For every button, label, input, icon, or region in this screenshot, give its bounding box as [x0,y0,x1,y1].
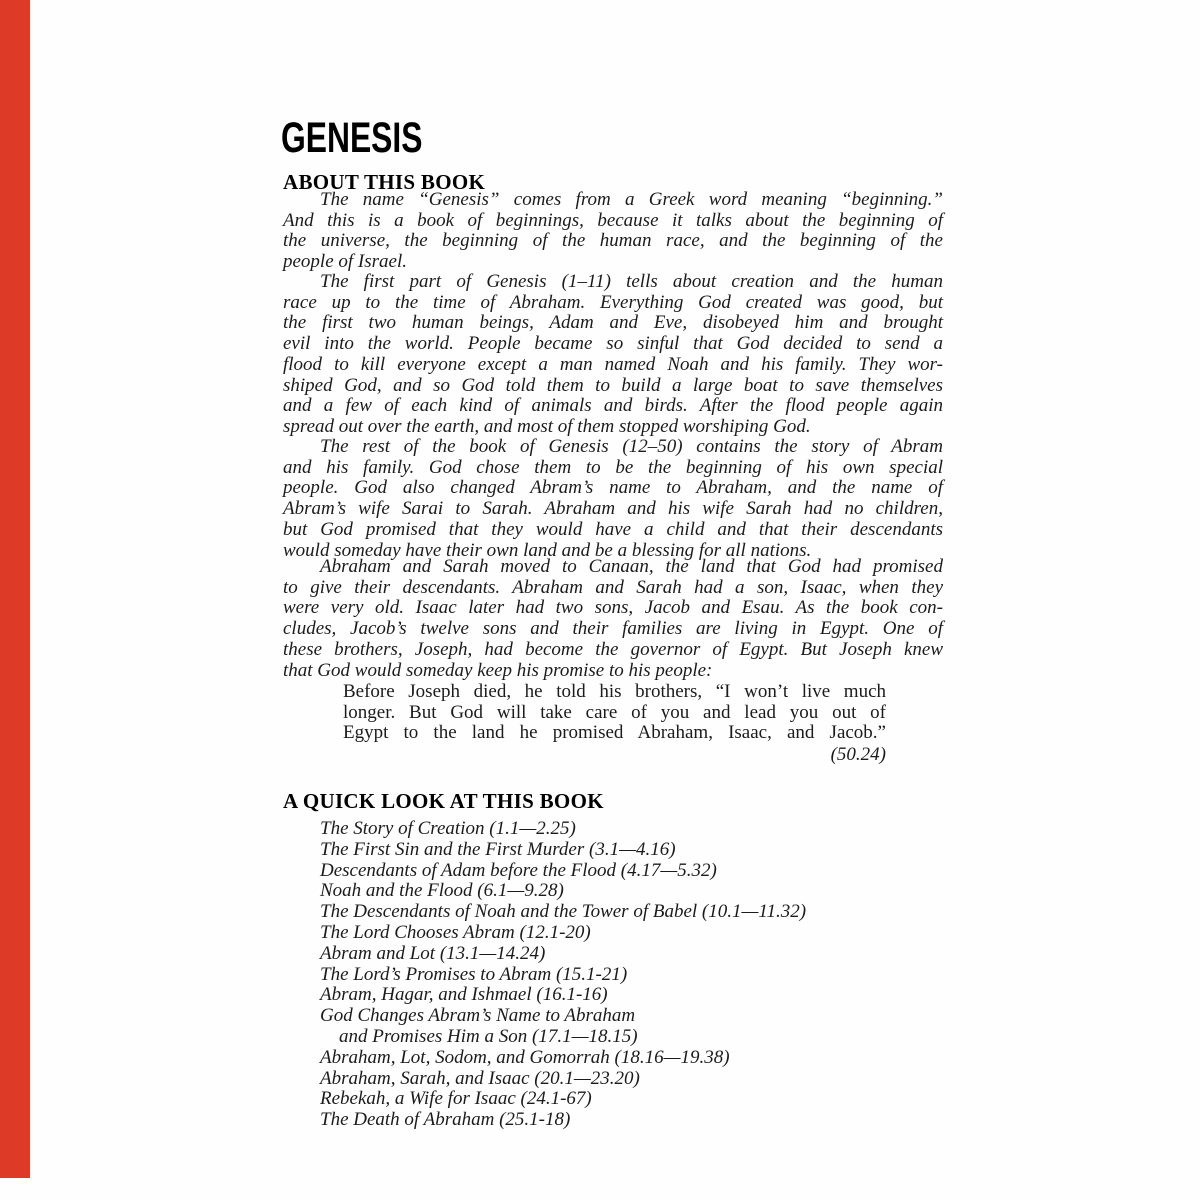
outline-entry: The Death of Abraham (25.1-18) [320,1109,571,1131]
text-line: people of Israel. [283,251,408,273]
text-line: Abraham and Sarah moved to Canaan, the land that God had promised [320,556,943,577]
outline-entry: The Lord Chooses Abram (12.1-20) [320,921,591,943]
text-line: spread out over the earth, and most of them stopped worshiping God. [283,415,811,437]
outline-entry: Noah and the Flood (6.1—9.28) [320,880,564,902]
text-line: would someday have their own land and be a blessing for all nations. [283,539,812,561]
about-paragraph-4 [283,557,943,681]
outline-entry: The First Sin and the First Murder (3.1—4.16) [320,838,676,860]
outline-entry-continuation: and Promises Him a Son (17.1—18.15) [339,1025,638,1047]
text-line: Abram’s wife Sarai to Sarah. Abraham and his wife Sarah had no children, [283,498,943,520]
text-line: flood to kill everyone except a man named Noah and his family. They wor- [283,353,943,375]
about-this-book-heading: ABOUT THIS BOOK [283,170,486,194]
about-paragraph-2 [283,272,943,438]
text-line: cludes, Jacob’s twelve sons and their families are living in Egypt. One of [283,618,943,640]
outline-entry: The Descendants of Noah and the Tower of Babel (10.1—11.32) [320,901,807,923]
text-line: The first part of Genesis (1–11) tells about creation and the human [320,271,943,292]
outline-entry: Abraham, Lot, Sodom, and Gomorrah (18.16—19.38) [320,1046,730,1068]
outline-entry: God Changes Abram’s Name to Abraham [320,1005,636,1027]
text-line: to give their descendants. Abraham and Sarah had a son, Isaac, when they [283,576,943,598]
quick-look-heading: A QUICK LOOK AT THIS BOOK [283,789,604,813]
text-line: were very old. Isaac later had two sons, Jacob and Esau. As the book con- [283,597,943,619]
text-line: shiped God, and so God told them to build a large boat to save themselves [283,374,943,396]
outline-entry: Abram, Hagar, and Ishmael (16.1-16) [320,984,608,1006]
outline-entry: The Lord’s Promises to Abram (15.1-21) [320,963,628,985]
quote-line: Before Joseph died, he told his brothers, “I won’t live much [343,681,886,702]
page-content [283,0,943,1200]
book-title: GENESIS [281,114,423,162]
outline-entry: Descendants of Adam before the Flood (4.17—5.32) [320,859,717,881]
text-line: And this is a book of beginnings, because it talks about the beginning of [283,209,943,231]
text-line: and a few of each kind of animals and birds. After the flood people again [283,395,943,417]
text-line: the first two human beings, Adam and Eve, disobeyed him and brought [283,312,943,334]
quick-look-list [320,819,943,1131]
text-line: these brothers, Joseph, had become the governor of Egypt. But Joseph knew [283,638,943,660]
scripture-quote [343,682,886,744]
text-line: The rest of the book of Genesis (12–50) contains the story of Abram [320,436,943,457]
text-line: The name “Genesis” comes from a Greek word meaning “beginning.” [320,189,943,210]
text-line: evil into the world. People became so sinful that God decided to send a [283,333,943,355]
verse-citation: (50.24) [830,744,886,765]
text-line: that God would someday keep his promise to his people: [283,659,713,681]
text-line: but God promised that they would have a child and that their descendants [283,518,943,540]
red-page-edge-bar [0,0,30,1178]
about-paragraph-3 [283,437,943,561]
quote-line: Egypt to the land he promised Abraham, Isaac, and Jacob.” [343,722,886,744]
outline-entry: Abraham, Sarah, and Isaac (20.1—23.20) [320,1067,640,1089]
text-line: people. God also changed Abram’s name to Abraham, and the name of [283,477,943,499]
outline-entry: Abram and Lot (13.1—14.24) [320,942,546,964]
outline-entry: The Story of Creation (1.1—2.25) [320,818,576,839]
about-paragraph-1 [283,190,943,273]
quote-line: longer. But God will take care of you and lead you out of [343,701,886,723]
text-line: the universe, the beginning of the human race, and the beginning of the [283,230,943,252]
outline-entry: Rebekah, a Wife for Isaac (24.1-67) [320,1088,592,1110]
text-line: race up to the time of Abraham. Everything God created was good, but [283,291,943,313]
text-line: and his family. God chose them to be the beginning of his own special [283,456,943,478]
